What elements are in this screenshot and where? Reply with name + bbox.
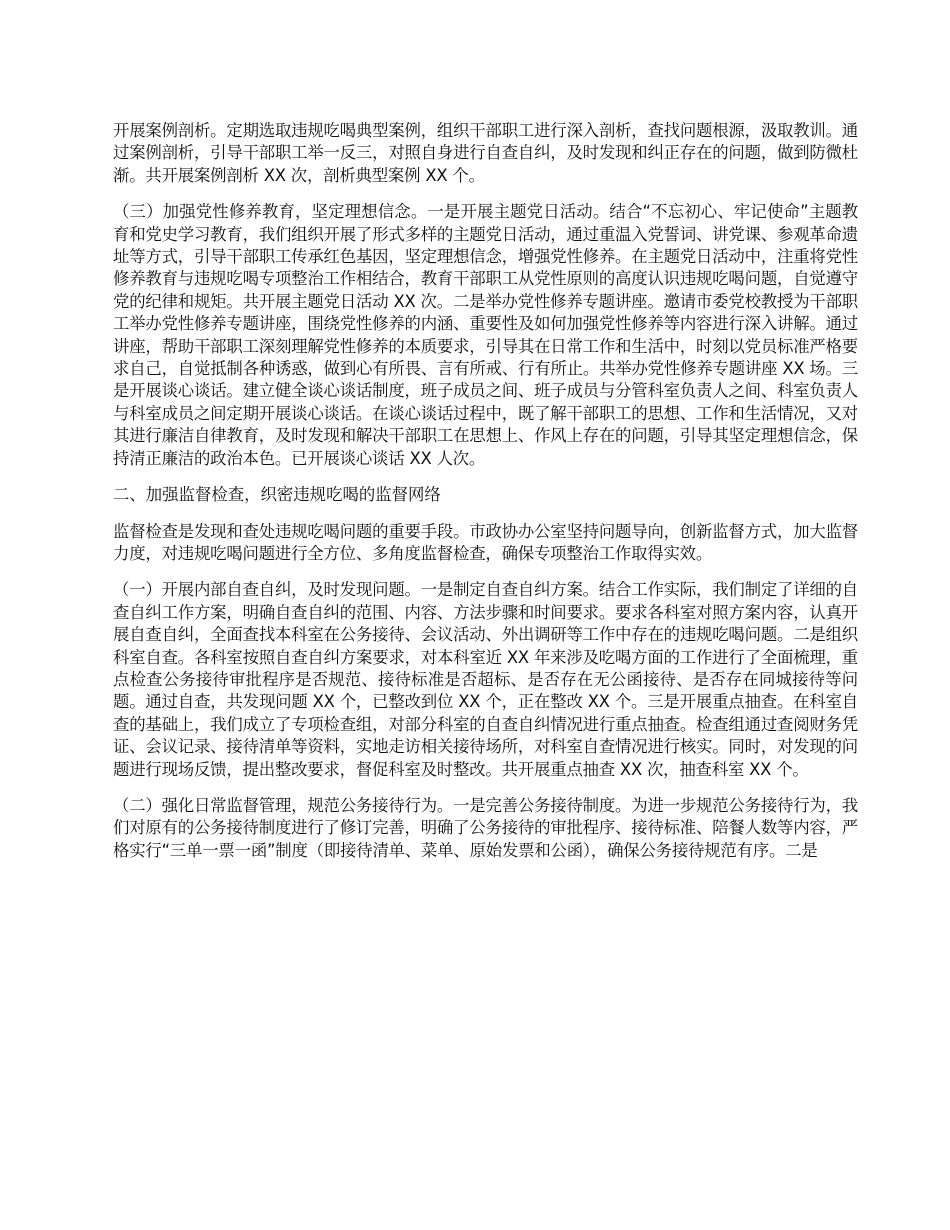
document-page (113, 120, 858, 876)
section-heading-supervision: 二、加强监督检查，织密违规吃喝的监督网络 (113, 485, 441, 505)
paragraph-self-inspection: （一）开展内部自查自纠，及时发现问题。一是制定自查自纠方案。结合工作实际，我们制定了详细的自查自纠工作方案，明确自查自纠的范围、内容、方法步骤和时间要求。要求各科室对照方案内容，认真开展自查自纠，全面查找本科室在公务接待、会议活动、外出调研等工作中存在的违规吃喝问题。二是组织科室自查。各科室按照自查自纠方案要求，对本科室近 XX 年来涉及吃喝方面的工作进行了全面梳理，重点检查公务接待审批程序是否规范、接待标准是否超标、是否存在无公函接待、是否存在同城接待等问题。通过自查，共发现问题 XX 个，已整改到位 XX 个，正在整改 XX 个。三是开展重点抽查。在科室自查的基础上，我们成立了专项检查组，对部分科室的自查自纠情况进行重点抽查。检查组通过查阅财务凭证、会议记录、接待清单等资料，实地走访相关接待场所，对科室自查情况进行核实。同时，对发现的问题进行现场反馈，提出整改要求，督促科室及时整改。共开展重点抽查 XX 次，抽查科室 XX 个。 (113, 580, 858, 779)
paragraph-supervision-intro: 监督检查是发现和查处违规吃喝问题的重要手段。市政协办公室坚持问题导向，创新监督方式，加大监督力度，对违规吃喝问题进行全方位、多角度监督检查，确保专项整治工作取得实效。 (113, 521, 858, 563)
paragraph-party-education: （三）加强党性修养教育，坚定理想信念。一是开展主题党日活动。结合“不忘初心、牢记使命”主题教育和党史学习教育，我们组织开展了形式多样的主题党日活动，通过重温入党誓词、讲党课、参观革命遗址等方式，引导干部职工传承红色基因，坚定理想信念，增强党性修养。在主题党日活动中，注重将党性修养教育与违规吃喝专项整治工作相结合，教育干部职工从党性原则的高度认识违规吃喝问题，自觉遵守党的纪律和规矩。共开展主题党日活动 XX 次。二是举办党性修养专题讲座。邀请市委党校教授为干部职工举办党性修养专题讲座，围绕党性修养的内涵、重要性及如何加强党性修养等内容进行深入讲解。通过讲座，帮助干部职工深刻理解党性修养的本质要求，引导其在日常工作和生活中，时刻以党员标准严格要求自己，自觉抵制各种诱惑，做到心有所畏、言有所戒、行有所止。共举办党性修养专题讲座 XX 场。三是开展谈心谈话。建立健全谈心谈话制度，班子成员之间、班子成员与分管科室负责人之间、科室负责人与科室成员之间定期开展谈心谈话。在谈心谈话过程中，既了解干部职工的思想、工作和生活情况，又对其进行廉洁自律教育，及时发现和解决干部职工在思想上、作风上存在的问题，引导其坚定理想信念，保持清正廉洁的政治本色。已开展谈心谈话 XX 人次。 (113, 202, 858, 468)
paragraph-daily-supervision: （二）强化日常监督管理，规范公务接待行为。一是完善公务接待制度。为进一步规范公务接待行为，我们对原有的公务接待制度进行了修订完善，明确了公务接待的审批程序、接待标准、陪餐人数等内容，严格实行“三单一票一函”制度（即接待清单、菜单、原始发票和公函），确保公务接待规范有序。二是 (113, 795, 858, 860)
paragraph-case-analysis: 开展案例剖析。定期选取违规吃喝典型案例，组织干部职工进行深入剖析，查找问题根源，汲取教训。通过案例剖析，引导干部职工举一反三，对照自身进行自查自纠，及时发现和纠正存在的问题，做到防微杜渐。共开展案例剖析 XX 次，剖析典型案例 XX 个。 (113, 121, 858, 185)
